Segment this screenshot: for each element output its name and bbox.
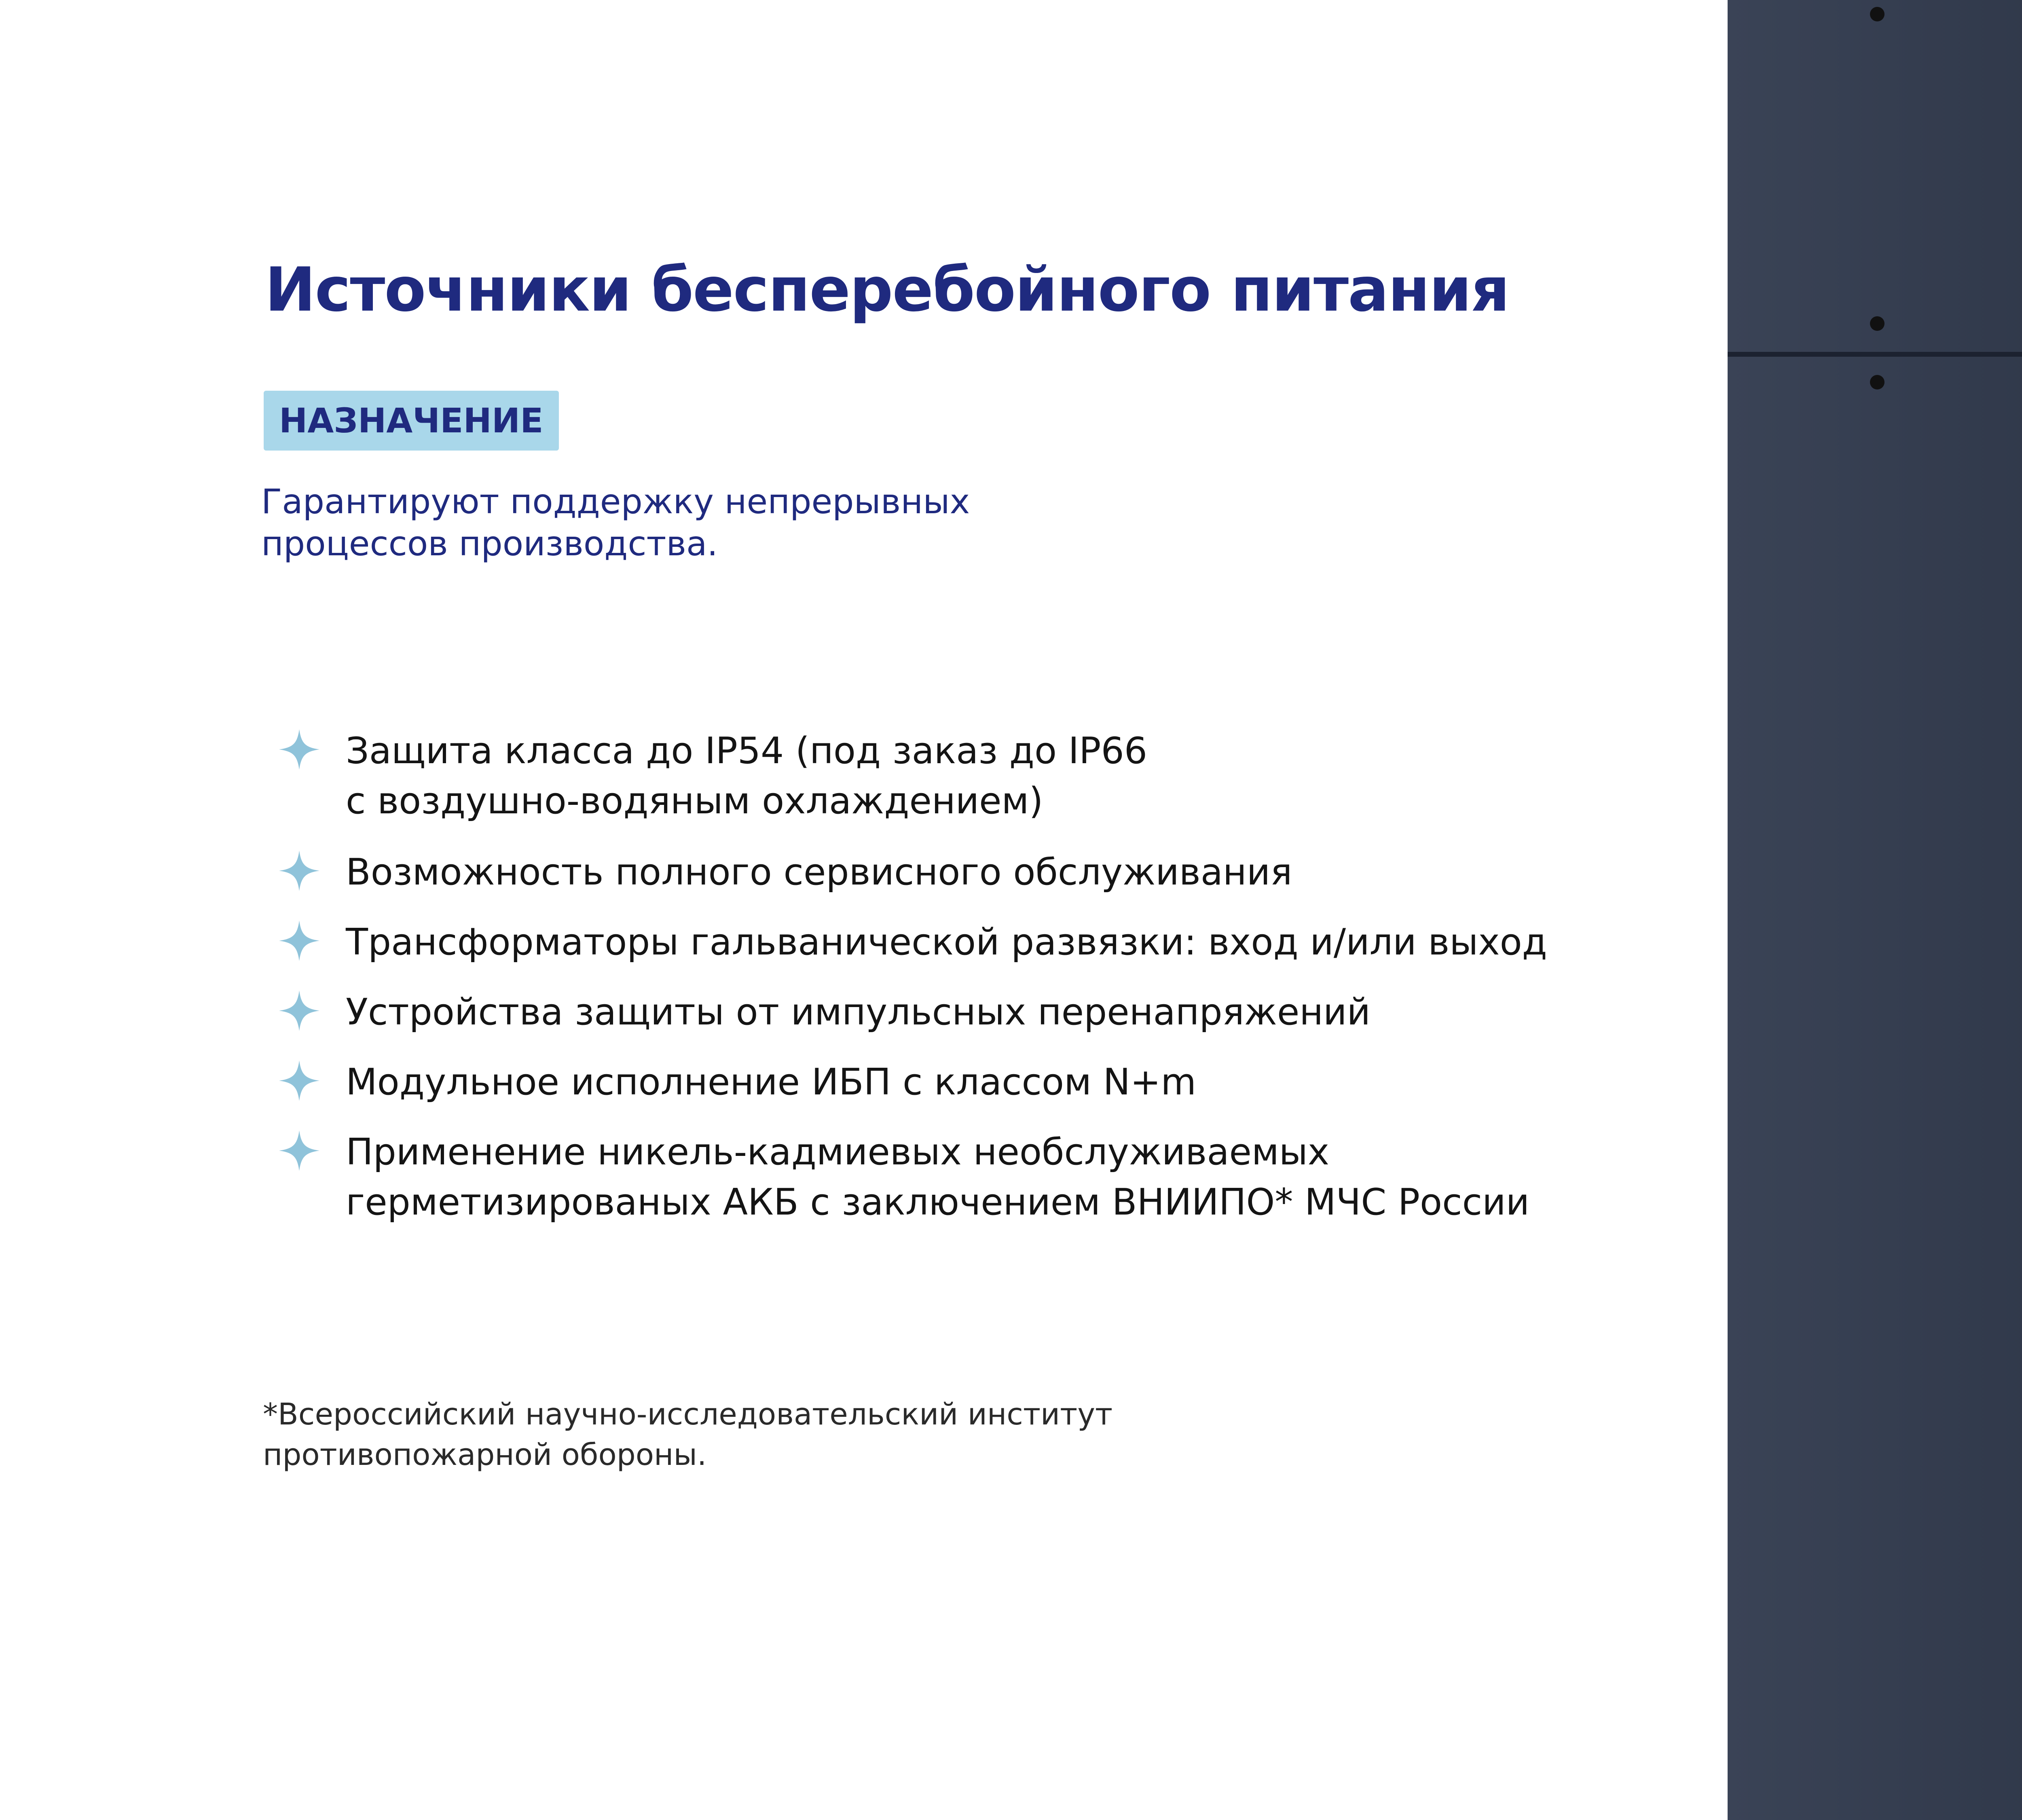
feature-text: Модульное исполнение ИБП с классом N+m bbox=[346, 1061, 1197, 1103]
section-badge: НАЗНАЧЕНИЕ bbox=[264, 391, 559, 451]
purpose-text: Гарантируют поддержку непрерывных процессов производства. bbox=[261, 482, 970, 563]
feature-text: Устройства защиты от импульсных перенапряжений bbox=[346, 991, 1371, 1033]
ups-cabinet-photo bbox=[1728, 0, 2022, 1820]
feature-text: Применение никель-кадмиевых необслуживаемых герметизированых АКБ с заключением ВНИИПО* МЧС России bbox=[346, 1131, 1530, 1223]
feature-text: Возможность полного сервисного обслуживания bbox=[346, 851, 1292, 893]
four-point-star-icon bbox=[279, 990, 319, 1031]
page-title: Источники бесперебойного питания bbox=[265, 255, 1509, 325]
four-point-star-icon bbox=[279, 851, 319, 891]
four-point-star-icon bbox=[279, 729, 319, 770]
four-point-star-icon bbox=[279, 1130, 319, 1171]
four-point-star-icon bbox=[279, 921, 319, 961]
footnote: *Всероссийский научно-исследовательский институт противопожарной обороны. bbox=[263, 1397, 1113, 1472]
feature-text: Трансформаторы гальванической развязки: вход и/или выход bbox=[346, 921, 1547, 963]
feature-text: Защита класса до IP54 (под заказ до IP66 с воздушно-водяным охлаждением) bbox=[346, 730, 1147, 822]
four-point-star-icon bbox=[279, 1060, 319, 1101]
